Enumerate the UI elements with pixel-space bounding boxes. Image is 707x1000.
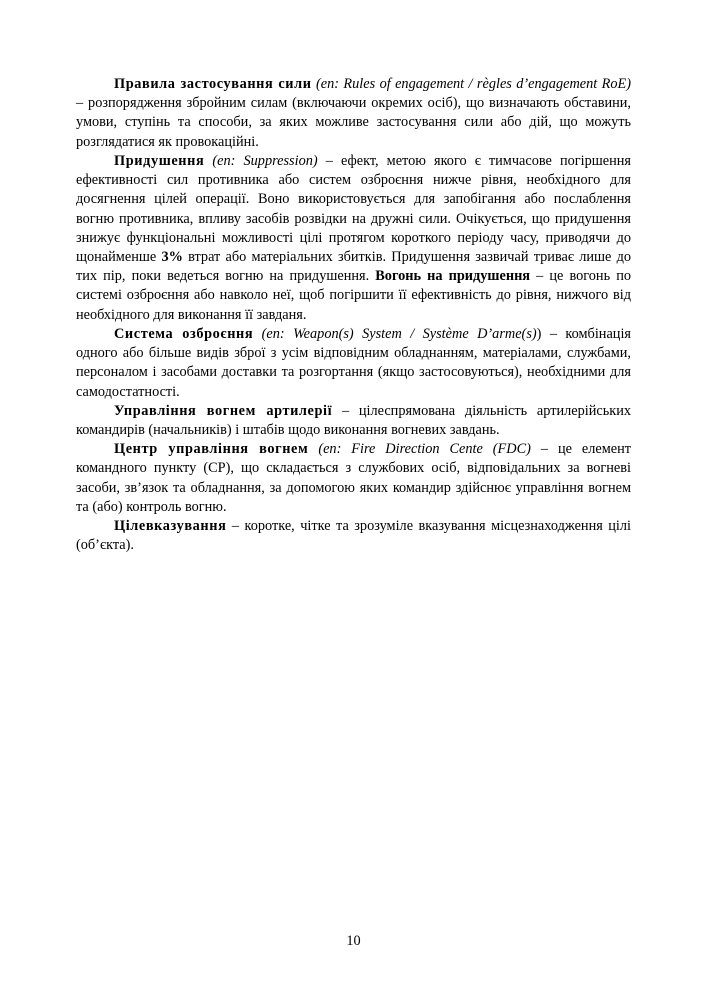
term-suppression: Придушення [114,152,205,169]
paragraph-fire-direction-center [76,440,631,517]
term-translation-rules-of-engagement: (en: Rules of engagement / règles d’engagement RoE) [316,76,631,92]
body-target-designation: – коротке, чітке та зрозуміле вказування місцезнаходження цілі (об’єкта). [76,518,631,554]
body-fire-control: – цілеспрямована діяльність артилерійських командирів (начальників) і штабів щодо виконання вогневих завдань. [76,402,631,438]
paragraph-target-designation [76,517,631,555]
document-body [76,75,631,555]
highlight-suppression-percentage: 3% [161,248,183,265]
body-rules-of-engagement: – розпорядження збройним силам (включаючи окремих осіб), що визначають обставини, умови, ступінь та способи, за яких можливе застосування сили або дій, що можуть розглядатися як провокаційні. [76,95,631,150]
term-rules-of-engagement: Правила застосування сили [114,76,312,92]
body-suppression-part2: втрат або матеріальних збитків. Придушення зазвичай триває лише до тих пір, поки ведеться вогню на придушення. [76,248,631,285]
body-fire-direction-center: – це елемент командного пункту (СР), що складається з службових осіб, відповідальних за вогневі засоби, зв’язок та обладнання, за допомогою яких командир здійснює управління вогнем та (або) контроль вогню. [76,441,632,515]
term-weapon-system: Система озброєння [114,325,254,342]
term-fire-direction-center: Центр управління вогнем [114,441,309,458]
term-translation-suppression: (en: Suppression) [212,152,318,169]
body-suppression-part1: – ефект, метою якого є тимчасове погіршення ефективності сил противника або систем озброєння нижче рівня, необхідного для досягнення цілей операції. Воно використовується для запобігання або послаблення вогню противника, впливу засобів розвідки на дружні сили. Очікується, що придушення знижує функціональні можливості цілі протягом короткого періоду часу, приводячи до щонайменше [76,152,631,265]
paragraph-suppression [76,152,631,325]
body-weapon-system: ) – комбінація одного або більше видів зброї з усім відповідним обладнанням, матеріалами, службами, персоналом і засобами доставки та розгортання (якщо застосовуються), необхідними для самодостатності. [76,325,631,400]
page-number: 10 [346,933,361,949]
term-translation-weapon-system: (en: Weapon(s) System / Système D’arme(s) [261,325,537,342]
paragraph-weapon-system [76,325,631,402]
paragraph-rules-of-engagement [76,75,631,152]
paragraph-fire-control [76,402,631,440]
term-target-designation: Цілевказування [114,518,227,535]
term-fire-control: Управління вогнем артилерії [114,402,333,419]
body-suppression-part3: – це вогонь по системі озброєння або навколо неї, щоб погіршити її ефективність до рівня, нижчого від необхідного для виконання її завданя. [76,268,631,323]
term-translation-fire-direction-center: (en: Fire Direction Cente (FDC) [318,441,531,458]
subterm-suppressive-fire: Вогонь на придушення [375,268,531,285]
